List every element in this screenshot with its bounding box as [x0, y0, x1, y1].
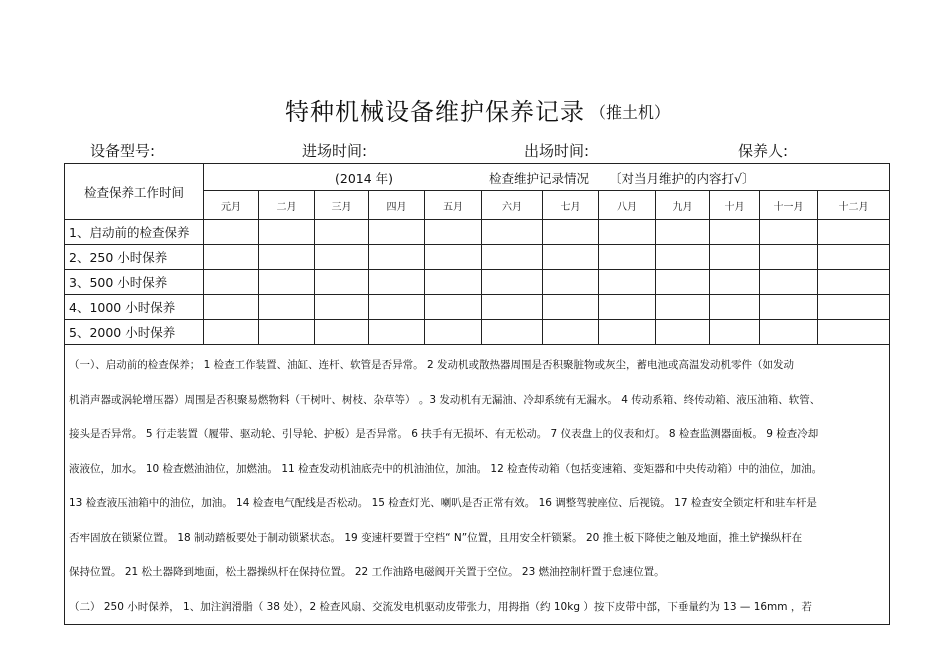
month-header: 元月	[204, 191, 259, 220]
row-label: 4、1000 小时保养	[65, 295, 204, 320]
row-label: 5、2000 小时保养	[65, 320, 204, 345]
check-cell[interactable]	[425, 270, 482, 295]
check-cell[interactable]	[259, 320, 315, 345]
check-cell[interactable]	[315, 320, 369, 345]
check-cell[interactable]	[656, 320, 710, 345]
check-cell[interactable]	[482, 320, 543, 345]
check-cell[interactable]	[656, 245, 710, 270]
check-cell[interactable]	[818, 295, 890, 320]
equipment-model-label: 设备型号:	[90, 142, 156, 160]
check-cell[interactable]	[543, 270, 599, 295]
check-cell[interactable]	[760, 220, 818, 245]
notes-line: 保持位置。 21 松土器降到地面，松土器操纵杆在保持位置。 22 工作油路电磁阀开关置于空位。 23 燃油控制杆置于怠速位置。	[69, 566, 665, 578]
notes-line: 接头是否异常。 5 行走装置（履带、驱动轮、引导轮、护板）是否异常。 6 扶手有无损坏、有无松动。 7 仪表盘上的仪表和灯。 8 检查监测器面板。 9 检查冷却	[69, 428, 819, 440]
month-header: 七月	[543, 191, 599, 220]
check-cell[interactable]	[369, 245, 425, 270]
instruction-label: 〔对当月维护的内容打√〕	[609, 171, 755, 186]
check-cell[interactable]	[204, 320, 259, 345]
document-subtitle: （推土机）	[590, 103, 671, 122]
month-header: 八月	[599, 191, 656, 220]
check-cell[interactable]	[482, 270, 543, 295]
check-cell[interactable]	[760, 270, 818, 295]
maintainer-label: 保养人:	[738, 142, 789, 160]
check-cell[interactable]	[482, 245, 543, 270]
check-cell[interactable]	[482, 295, 543, 320]
check-cell[interactable]	[818, 245, 890, 270]
check-cell[interactable]	[204, 245, 259, 270]
check-cell[interactable]	[656, 270, 710, 295]
table-row	[65, 270, 890, 295]
check-cell[interactable]	[204, 270, 259, 295]
check-cell[interactable]	[760, 320, 818, 345]
check-cell[interactable]	[710, 295, 760, 320]
row-label: 3、500 小时保养	[65, 270, 204, 295]
check-cell[interactable]	[710, 270, 760, 295]
check-cell[interactable]	[599, 320, 656, 345]
check-cell[interactable]	[599, 220, 656, 245]
check-cell[interactable]	[204, 220, 259, 245]
check-cell[interactable]	[818, 320, 890, 345]
table-corner-label: 检查保养工作时间	[65, 164, 204, 220]
check-cell[interactable]	[543, 245, 599, 270]
check-cell[interactable]	[482, 220, 543, 245]
check-cell[interactable]	[315, 295, 369, 320]
table-row	[65, 220, 890, 245]
check-cell[interactable]	[543, 220, 599, 245]
month-header: 三月	[315, 191, 369, 220]
maintenance-notes	[65, 345, 890, 625]
notes-line: （二） 250 小时保养， 1、加注润滑脂（ 38 处），2 检查风扇、交流发电机驱动皮带张力，用拇指（约 10kg ）按下皮带中部，下垂量约为 13 — 16mm ，若	[69, 600, 812, 613]
check-cell[interactable]	[369, 320, 425, 345]
check-cell[interactable]	[425, 220, 482, 245]
month-header: 九月	[656, 191, 710, 220]
check-cell[interactable]	[760, 245, 818, 270]
check-cell[interactable]	[543, 320, 599, 345]
year-label: (2014 年)	[335, 171, 394, 186]
check-cell[interactable]	[710, 220, 760, 245]
check-cell[interactable]	[259, 295, 315, 320]
table-row	[65, 245, 890, 270]
table-heading	[204, 164, 890, 191]
check-cell[interactable]	[369, 270, 425, 295]
check-cell[interactable]	[543, 295, 599, 320]
month-header: 十二月	[818, 191, 890, 220]
month-header: 五月	[425, 191, 482, 220]
check-cell[interactable]	[656, 295, 710, 320]
notes-line: 机消声器或涡轮增压器）周围是否积聚易燃物料（干树叶、树枝、杂草等） 。3 发动机有无漏油、冷却系统有无漏水。 4 传动系箱、终传动箱、液压油箱、软管、	[69, 393, 821, 406]
check-cell[interactable]	[425, 320, 482, 345]
check-cell[interactable]	[259, 270, 315, 295]
check-cell[interactable]	[259, 245, 315, 270]
check-cell[interactable]	[599, 295, 656, 320]
month-header: 四月	[369, 191, 425, 220]
table-row	[65, 295, 890, 320]
check-cell[interactable]	[425, 295, 482, 320]
row-label: 2、250 小时保养	[65, 245, 204, 270]
check-cell[interactable]	[315, 245, 369, 270]
month-header: 十一月	[760, 191, 818, 220]
maintenance-log-table	[64, 163, 890, 625]
check-cell[interactable]	[656, 220, 710, 245]
check-cell[interactable]	[710, 320, 760, 345]
month-header: 六月	[482, 191, 543, 220]
notes-line: 液液位，加水。 10 检查燃油油位，加燃油。 11 检查发动机油底壳中的机油油位，加油。 12 检查传动箱（包括变速箱、变矩器和中央传动箱）中的油位，加油。	[69, 462, 823, 475]
document-title: 特种机械设备维护保养记录	[285, 98, 585, 126]
notes-line: （一）、启动前的检查保养； 1 检查工作装置、油缸、连杆、软管是否异常。 2 发动机或散热器周围是否积聚脏物或灰尘，蓄电池或高温发动机零件（如发动	[69, 359, 794, 371]
notes-line: 否牢固放在锁紧位置。 18 制动踏板要处于制动锁紧状态。 19 变速杆要置于空档“ N”位置，且用安全杆锁紧。 20 推土板下降使之触及地面，推土铲操纵杆在	[69, 531, 803, 544]
check-cell[interactable]	[315, 220, 369, 245]
check-cell[interactable]	[315, 270, 369, 295]
check-cell[interactable]	[369, 220, 425, 245]
check-cell[interactable]	[425, 245, 482, 270]
row-label: 1、启动前的检查保养	[65, 220, 204, 245]
check-cell[interactable]	[204, 295, 259, 320]
month-header: 二月	[259, 191, 315, 220]
check-cell[interactable]	[818, 270, 890, 295]
notes-line: 13 检查液压油箱中的油位，加油。 14 检查电气配线是否松动。 15 检查灯光、喇叭是否正常有效。 16 调整驾驶座位、后视镜。 17 检查安全锁定杆和驻车杆是	[69, 497, 817, 509]
check-cell[interactable]	[760, 295, 818, 320]
table-row	[65, 320, 890, 345]
check-cell[interactable]	[599, 270, 656, 295]
check-cell[interactable]	[710, 245, 760, 270]
check-cell[interactable]	[369, 295, 425, 320]
exit-time-label: 出场时间:	[524, 142, 590, 160]
check-cell[interactable]	[818, 220, 890, 245]
record-label: 检查维护记录情况	[489, 171, 590, 186]
check-cell[interactable]	[599, 245, 656, 270]
check-cell[interactable]	[259, 220, 315, 245]
entry-time-label: 进场时间:	[302, 142, 368, 160]
month-header: 十月	[710, 191, 760, 220]
